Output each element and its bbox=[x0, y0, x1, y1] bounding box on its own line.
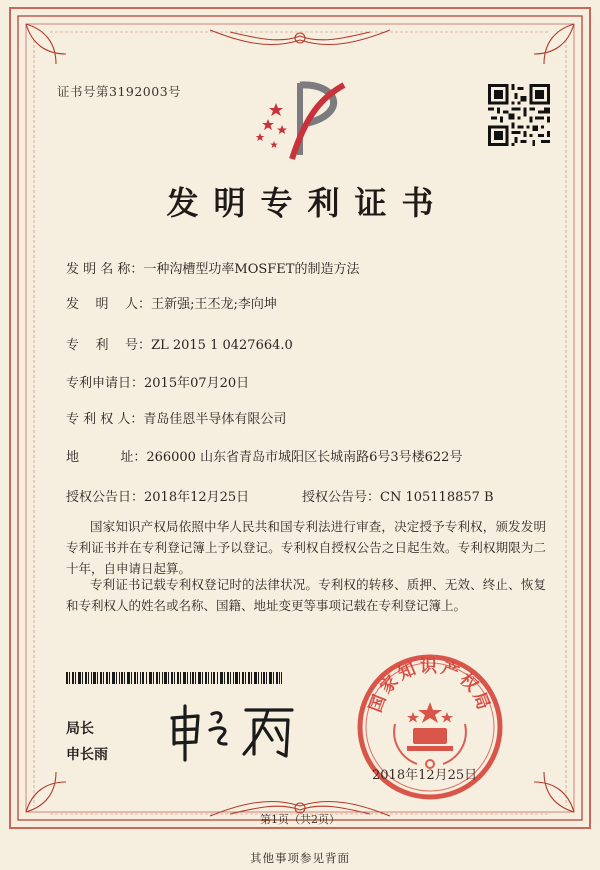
paragraph-grant-statement: 国家知识产权局依照中华人民共和国专利法进行审查，决定授予专利权，颁发发明专利证书并在专利登记簿上予以登记。专利权自授权公告之日起生效。专利权期限为二十年，自申请日起算。 bbox=[66, 519, 546, 576]
grant-number-value: CN 105118857 B bbox=[380, 490, 494, 505]
grant-number-label: 授权公告号： bbox=[302, 490, 381, 505]
application-date-label: 专利申请日： bbox=[66, 376, 145, 391]
director-signature bbox=[160, 700, 300, 764]
address-value: 266000 山东省青岛市城阳区长城南路6号3号楼622号 bbox=[146, 450, 463, 465]
application-date-row bbox=[66, 372, 249, 391]
certificate-number: 证书号第3192003号 bbox=[57, 84, 182, 99]
paragraph-legal-status: 专利证书记载专利权登记时的法律状况。专利权的转移、质押、无效、终止、恢复和专利权人的姓名或名称、国籍、地址变更等事项记载在专利登记簿上。 bbox=[66, 577, 546, 613]
patent-office-logo bbox=[248, 75, 356, 161]
inventor-value: 王新强;王丕龙;李向坤 bbox=[151, 297, 277, 312]
patentee-row bbox=[66, 408, 286, 427]
inventor-label: 发 明 人： bbox=[66, 297, 152, 312]
certificate-title: 发明专利证书 bbox=[166, 184, 449, 222]
address-label: 地 址： bbox=[66, 450, 147, 465]
director-title: 局长 bbox=[66, 721, 94, 737]
patentee-value: 青岛佳恩半导体有限公司 bbox=[143, 412, 287, 427]
invention-name-row bbox=[66, 258, 359, 277]
address-row bbox=[66, 446, 462, 465]
footer-note: 其他事项参见背面 bbox=[250, 851, 350, 865]
patent-number-value: ZL 2015 1 0427664.0 bbox=[151, 338, 293, 353]
seal-date: 2018年12月25日 bbox=[372, 768, 478, 783]
director-name: 申长雨 bbox=[66, 747, 108, 763]
application-date-value: 2015年07月20日 bbox=[144, 376, 250, 391]
seal-text: 国家知识产权局 bbox=[365, 657, 495, 716]
barcode bbox=[66, 672, 282, 684]
invention-name-label: 发 明 名 称： bbox=[66, 262, 144, 277]
qr-code bbox=[488, 84, 550, 146]
grant-date-row bbox=[66, 486, 249, 505]
grant-date-label: 授权公告日： bbox=[66, 490, 145, 505]
inventor-row bbox=[66, 293, 277, 312]
invention-name-value: 一种沟槽型功率MOSFET的制造方法 bbox=[143, 262, 360, 277]
patent-number-label: 专 利 号： bbox=[66, 338, 152, 353]
grant-date-value: 2018年12月25日 bbox=[144, 490, 250, 505]
patentee-label: 专 利 权 人： bbox=[66, 412, 144, 427]
patent-number-row bbox=[66, 334, 293, 353]
page-number: 第1页（共2页） bbox=[260, 813, 340, 826]
grant-number-row bbox=[302, 486, 494, 505]
